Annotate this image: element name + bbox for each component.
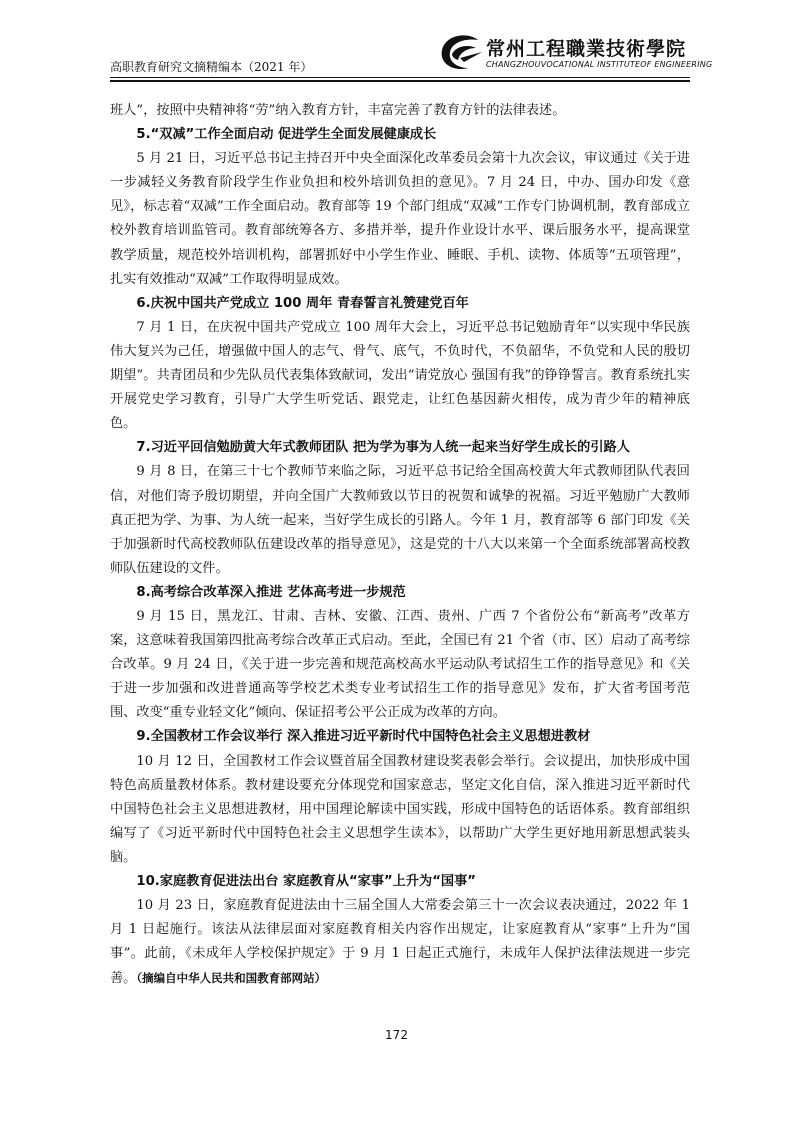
college-logo — [438, 32, 713, 74]
page-header — [110, 30, 713, 76]
page-number: 172 — [385, 1028, 408, 1042]
section-body-6: 7 月 1 日，在庆祝中国共产党成立 100 周年大会上，习近平总书记勉励青年“以实现中华民族伟大复兴为己任，增强做中国人的志气、骨气、底气，不负时代，不负韶华，不负党和人民的殷切期望”。共青团员和少先队员代表集体致献词，发出“请党放心 强国有我”的铮铮誓言。教育系统扎实开展党史学习教育，引导广大学生听党话、跟党走，让红色基因薪火相传，成为青少年的精神底色。 — [110, 319, 690, 432]
source-note: （摘编自中华人民共和国教育部网站） — [136, 971, 327, 986]
college-emblem-icon — [438, 32, 484, 74]
header-publication-title: 高职教育研究文摘精编本（2021 年） — [110, 60, 313, 74]
section-heading-7: 7.习近平回信勉励黄大年式教师团队 把为学为事为人统一起来当好学生成长的引路人 — [136, 440, 630, 456]
section-heading-5: 5.“双减”工作全面启动 促进学生全面发展健康成长 — [136, 127, 437, 143]
section-body-9: 10 月 12 日，全国教材工作会议暨首届全国教材建设奖表彰会举行。会议提出，加快形成中国特色高质量教材体系。教材建设要充分体现党和国家意志，坚定文化自信，深入推进习近平新时代中国特色社会主义思想进教材，用中国理论解读中国实践，形成中国特色的话语体系。教育部组织编写了《习近平新时代中国特色社会主义思想学生读本》，以帮助广大学生更好地用新思想武装头脑。 — [110, 753, 690, 865]
article-body — [110, 99, 690, 991]
section-heading-6: 6.庆祝中国共产党成立 100 周年 青春誓言礼赞建党百年 — [136, 295, 469, 311]
intro-paragraph: 班人”，按照中央精神将“劳”纳入教育方针，丰富完善了教育方针的法律表述。 — [110, 103, 566, 118]
logo-college-name: 常州工程職業技術學院 — [486, 38, 687, 60]
section-body-5: 5 月 21 日，习近平总书记主持召开中央全面深化改革委员会第十九次会议，审议通过《关于进一步减轻义务教育阶段学生作业负担和校外培训负担的意见》。7 月 24 日，中办、国办印发《意见》，标志着“双减”工作全面启动。教育部等 19 个部门组成“双减”工作专门协调机制，教育部成立校外教育培训监管司。教育部统筹各方、多措并举，提升作业设计水平、课后服务水平，提高课堂教学质量，规范校外培训机构，部署抓好中小学生作业、睡眠、手机、读物、体质等“五项管理”，扎实有效推动“双减”工作取得明显成效。 — [110, 151, 690, 287]
section-heading-8: 8.高考综合改革深入推进 艺体高考进一步规范 — [136, 584, 406, 600]
section-body-7: 9 月 8 日，在第三十七个教师节来临之际，习近平总书记给全国高校黄大年式教师团队代表回信，对他们寄予殷切期望，并向全国广大教师致以节日的祝贺和诚挚的祝福。习近平勉励广大教师真正把为学、为事、为人统一起来，当好学生成长的引路人。今年 1 月，教育部等 6 部门印发《关于加强新时代高校教师队伍建设改革的指导意见》，这是党的十八大以来第一个全面系统部署高校教师队伍建设的文件。 — [110, 464, 690, 576]
section-body-10 — [110, 894, 690, 991]
section-body-10-text: 10 月 23 日，家庭教育促进法由十三届全国人大常委会第三十一次会议表决通过，2022 年 1 月 1 日起施行。该法从法律层面对家庭教育相关内容作出规定，让家庭教育从“家事”上升为“国事”。此前，《未成年人学校保护规定》于 9 月 1 日起正式施行，未成年人保护法律法规进一步完善。 — [110, 898, 690, 987]
logo-college-name-english: CHANGZHOUVOCATIONAL INSTITUTEOF ENGINEERING — [486, 60, 713, 69]
section-heading-9: 9.全国教材工作会议举行 深入推进习近平新时代中国特色社会主义思想进教材 — [136, 729, 591, 745]
header-divider-thin — [110, 77, 690, 78]
section-body-8: 9 月 15 日，黑龙江、甘肃、吉林、安徽、江西、贵州、广西 7 个省份公布“新高考”改革方案，这意味着我国第四批高考综合改革正式启动。至此，全国已有 21 个省（市、区）启动了高考综合改革。9 月 24 日，《关于进一步完善和规范高校高水平运动队考试招生工作的指导意见》和《关于进一步加强和改进普通高等学校艺术类专业考试招生工作的指导意见》发布，扩大省考国考范围、改变“重专业轻文化”倾向、保证招考公平公正成为改革的方向。 — [110, 608, 690, 721]
header-divider-thick — [110, 80, 690, 82]
section-heading-10: 10.家庭教育促进法出台 家庭教育从“家事”上升为“国事” — [136, 874, 476, 889]
